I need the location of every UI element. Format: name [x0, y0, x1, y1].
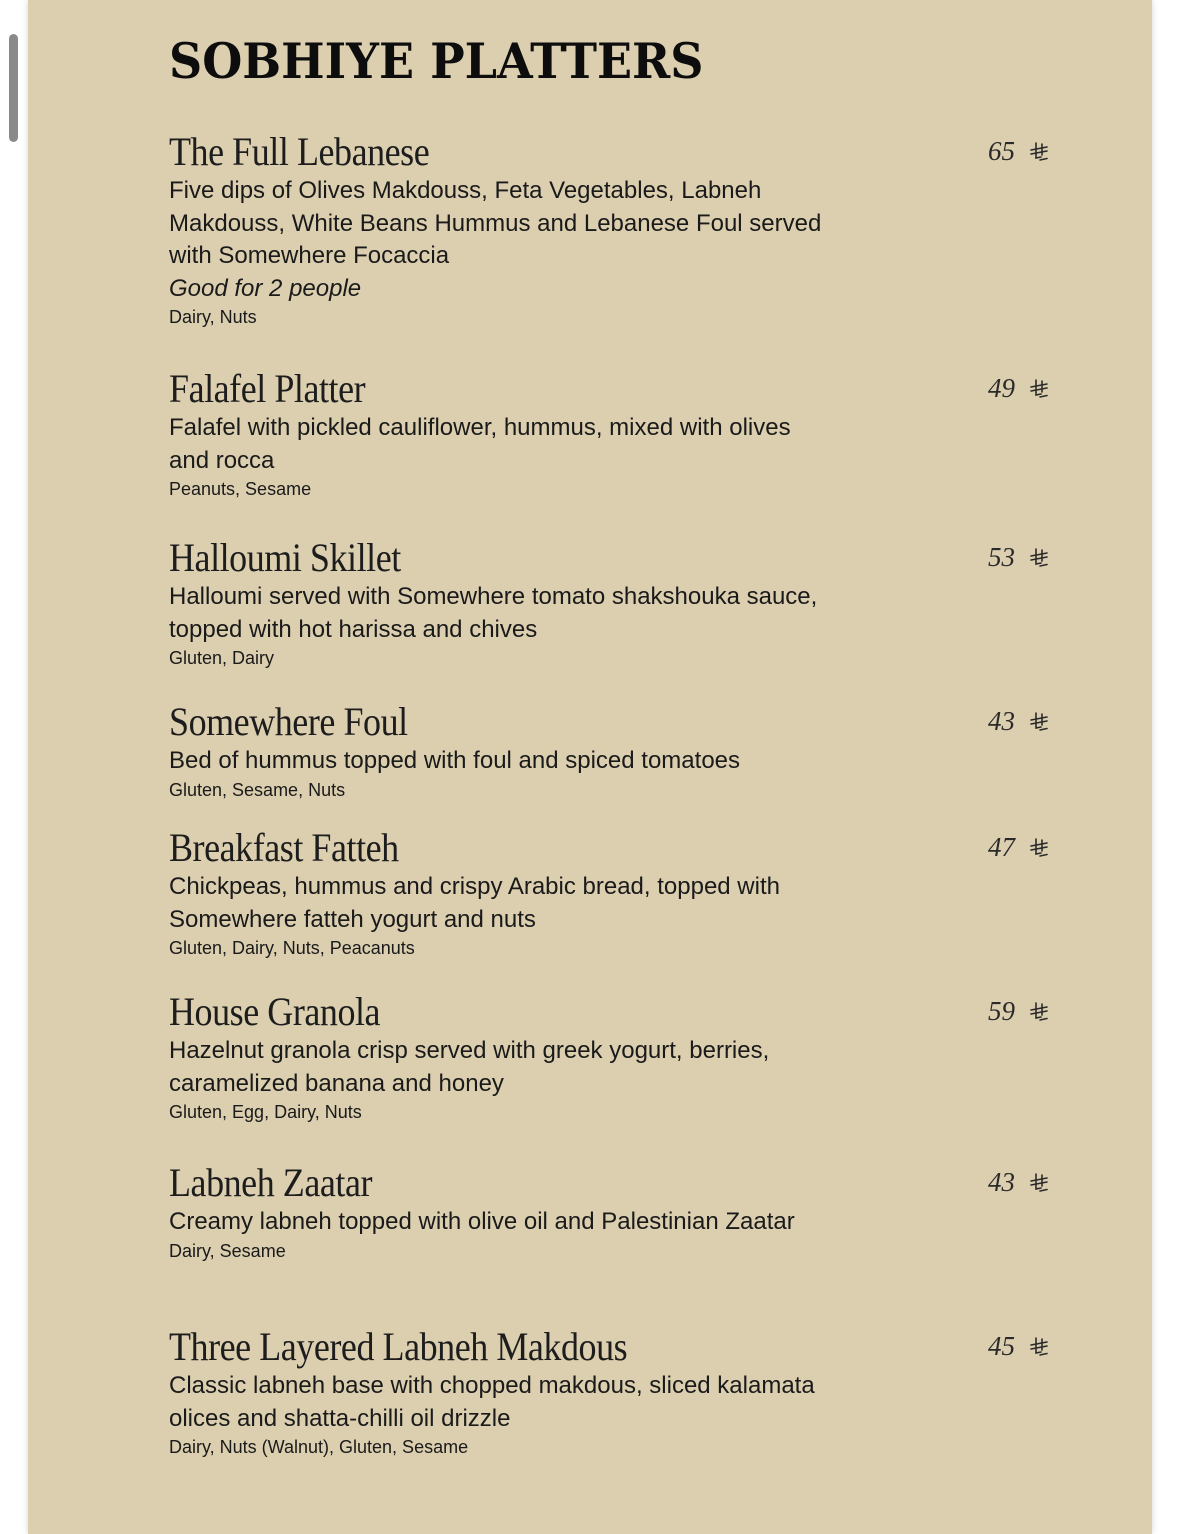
item-allergens: Gluten, Dairy [169, 648, 275, 668]
menu-item [169, 1161, 1049, 1262]
menu-item [169, 1325, 1049, 1458]
item-note: Good for 2 people [169, 274, 362, 302]
menu-item [169, 367, 1049, 500]
item-price [988, 706, 1049, 737]
page-title: SOBHIYE PLATTERS [169, 33, 704, 90]
item-price [988, 1167, 1049, 1198]
saudi-riyal-icon [1029, 1001, 1049, 1023]
menu-item [169, 990, 1049, 1123]
item-name: The Full Lebanese [169, 129, 430, 174]
item-allergens: Gluten, Dairy, Nuts, Peacanuts [169, 938, 415, 958]
price-value: 65 [988, 136, 1015, 166]
item-allergens: Gluten, Sesame, Nuts [169, 779, 346, 800]
item-name: Falafel Platter [169, 366, 366, 411]
item-price [988, 1331, 1049, 1362]
menu-page [28, 0, 1152, 1534]
item-description: Five dips of Olives Makdouss, Feta Vegetables, Labneh Makdouss, White Beans Hummus and Lebanese Foul served with Somewhere Focaccia [169, 177, 822, 269]
saudi-riyal-icon [1029, 837, 1049, 859]
item-description: Hazelnut granola crisp served with greek yogurt, berries, caramelized banana and honey [169, 1037, 770, 1097]
item-name: Three Layered Labneh Makdous [169, 1324, 628, 1369]
item-allergens: Dairy, Nuts (Walnut), Gluten, Sesame [169, 1437, 469, 1457]
item-description: Falafel with pickled cauliflower, hummus, mixed with olives and rocca [169, 414, 791, 474]
item-name: House Granola [169, 989, 381, 1034]
menu-item [169, 130, 1049, 328]
menu-item [169, 536, 1049, 669]
menu-item [169, 700, 1049, 801]
item-price [988, 136, 1049, 167]
saudi-riyal-icon [1029, 711, 1049, 733]
menu-item [169, 826, 1049, 959]
item-description: Classic labneh base with chopped makdous, sliced kalamata olices and shatta-chilli oil drizzle [169, 1372, 815, 1432]
item-description: Chickpeas, hummus and crispy Arabic bread, topped with Somewhere fatteh yogurt and nuts [169, 873, 780, 933]
saudi-riyal-icon [1029, 141, 1049, 163]
item-allergens: Dairy, Nuts [169, 306, 257, 327]
item-name: Somewhere Foul [169, 699, 408, 744]
saudi-riyal-icon [1029, 547, 1049, 569]
item-description: Halloumi served with Somewhere tomato shakshouka sauce, topped with hot harissa and chives [169, 583, 818, 643]
price-value: 43 [988, 706, 1015, 736]
price-value: 49 [988, 373, 1015, 403]
price-value: 53 [988, 542, 1015, 572]
item-name: Halloumi Skillet [169, 535, 401, 580]
item-allergens: Dairy, Sesame [169, 1240, 286, 1261]
price-value: 43 [988, 1167, 1015, 1197]
saudi-riyal-icon [1029, 378, 1049, 400]
item-price [988, 996, 1049, 1027]
scrollbar[interactable] [9, 34, 18, 142]
saudi-riyal-icon [1029, 1336, 1049, 1358]
item-description: Creamy labneh topped with olive oil and Palestinian Zaatar [169, 1208, 795, 1235]
price-value: 59 [988, 996, 1015, 1026]
item-description: Bed of hummus topped with foul and spiced tomatoes [169, 747, 741, 774]
item-name: Labneh Zaatar [169, 1160, 373, 1205]
price-value: 47 [988, 832, 1015, 862]
item-allergens: Peanuts, Sesame [169, 479, 312, 499]
item-allergens: Gluten, Egg, Dairy, Nuts [169, 1102, 362, 1122]
item-price [988, 832, 1049, 863]
price-value: 45 [988, 1331, 1015, 1361]
item-price [988, 542, 1049, 573]
item-name: Breakfast Fatteh [169, 825, 399, 870]
saudi-riyal-icon [1029, 1172, 1049, 1194]
item-price [988, 373, 1049, 404]
